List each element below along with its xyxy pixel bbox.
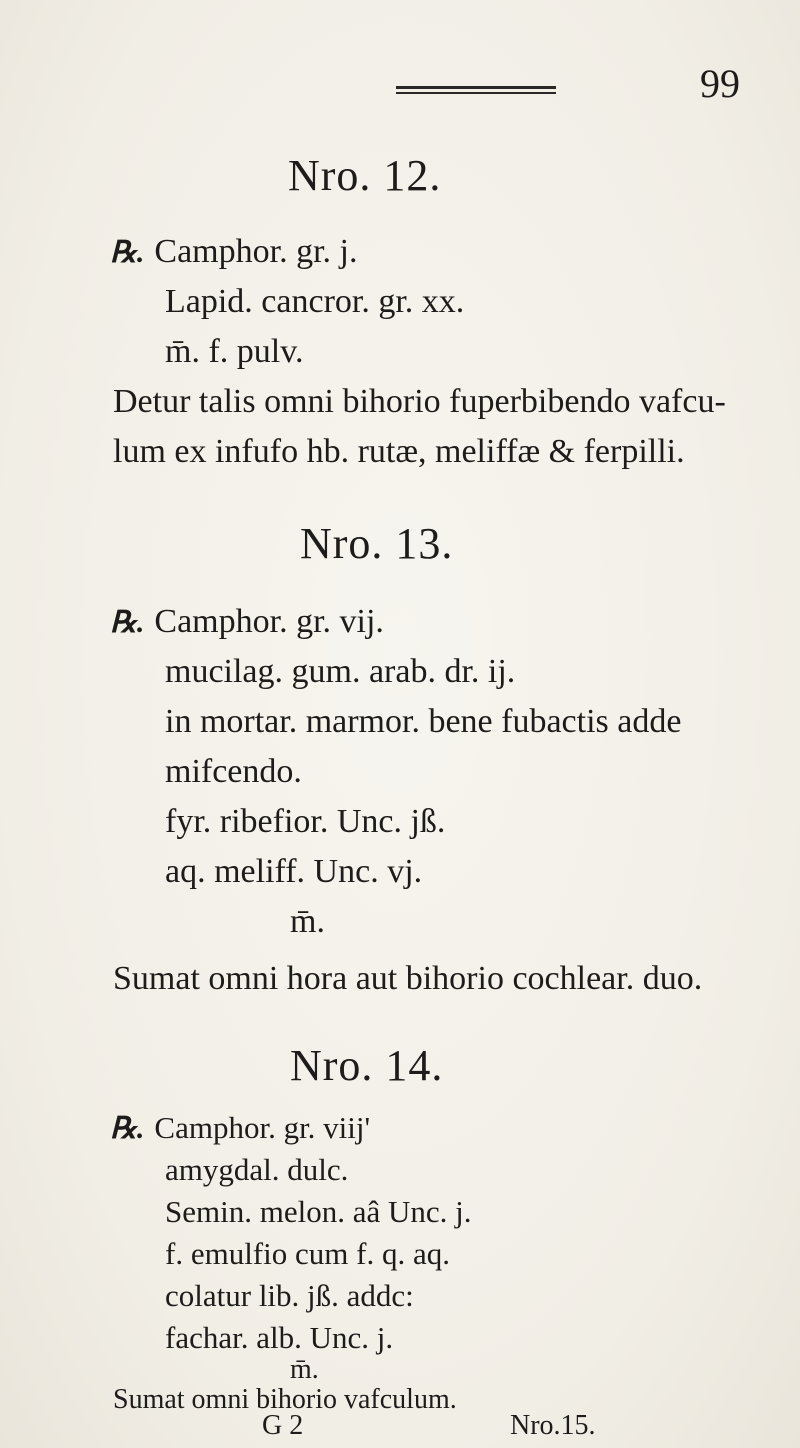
recipe-line: m̄. — [290, 1354, 319, 1385]
signature-mark: G 2 — [262, 1410, 304, 1441]
recipe-line — [110, 603, 384, 641]
recipe-line: Sumat omni hora aut bihorio cochlear. duo. — [113, 960, 703, 997]
header-rule — [396, 86, 556, 89]
recipe-line — [110, 233, 357, 271]
recipe-line-text: Camphor. gr. j. — [154, 233, 358, 270]
recipe-line: colatur lib. jß. addc: — [165, 1278, 414, 1313]
recipe-line: mifcendo. — [165, 753, 302, 790]
recipe-symbol: ℞. — [110, 236, 145, 269]
recipe-line — [110, 1110, 370, 1146]
recipe-line: Lapid. cancror. gr. xx. — [165, 283, 465, 320]
header-rule-thin — [396, 92, 556, 94]
recipe-symbol: ℞. — [110, 606, 145, 639]
recipe-line: Sumat omni bihorio vafculum. — [113, 1384, 457, 1415]
recipe-line: Detur talis omni bihorio fuperbibendo vafcu- — [113, 383, 726, 420]
recipe-line: lum ex infufo hb. rutæ, meliffæ & ferpilli. — [113, 433, 685, 470]
recipe-line: mucilag. gum. arab. dr. ij. — [165, 653, 516, 690]
recipe-line: fyr. ribefior. Unc. jß. — [165, 803, 446, 840]
recipe-line-text: Camphor. gr. viij' — [154, 1110, 371, 1145]
page-number: 99 — [700, 61, 740, 106]
section-heading-14: Nro. 14. — [290, 1041, 444, 1090]
recipe-line: aq. meliff. Unc. vj. — [165, 853, 423, 890]
recipe-line: f. emulfio cum f. q. aq. — [165, 1236, 450, 1271]
section-heading-13: Nro. 13. — [300, 519, 454, 568]
catchword: Nro.15. — [510, 1410, 596, 1441]
recipe-line: Semin. melon. aâ Unc. j. — [165, 1194, 472, 1229]
recipe-line: in mortar. marmor. bene fubactis adde — [165, 703, 682, 740]
recipe-line: fachar. alb. Unc. j. — [165, 1320, 394, 1355]
recipe-line: m̄. — [290, 903, 325, 940]
recipe-line: amygdal. dulc. — [165, 1152, 349, 1187]
recipe-symbol: ℞. — [110, 1112, 145, 1145]
recipe-line-text: Camphor. gr. vij. — [154, 603, 384, 640]
section-heading-12: Nro. 12. — [288, 151, 442, 200]
recipe-line: m̄. f. pulv. — [165, 333, 304, 370]
